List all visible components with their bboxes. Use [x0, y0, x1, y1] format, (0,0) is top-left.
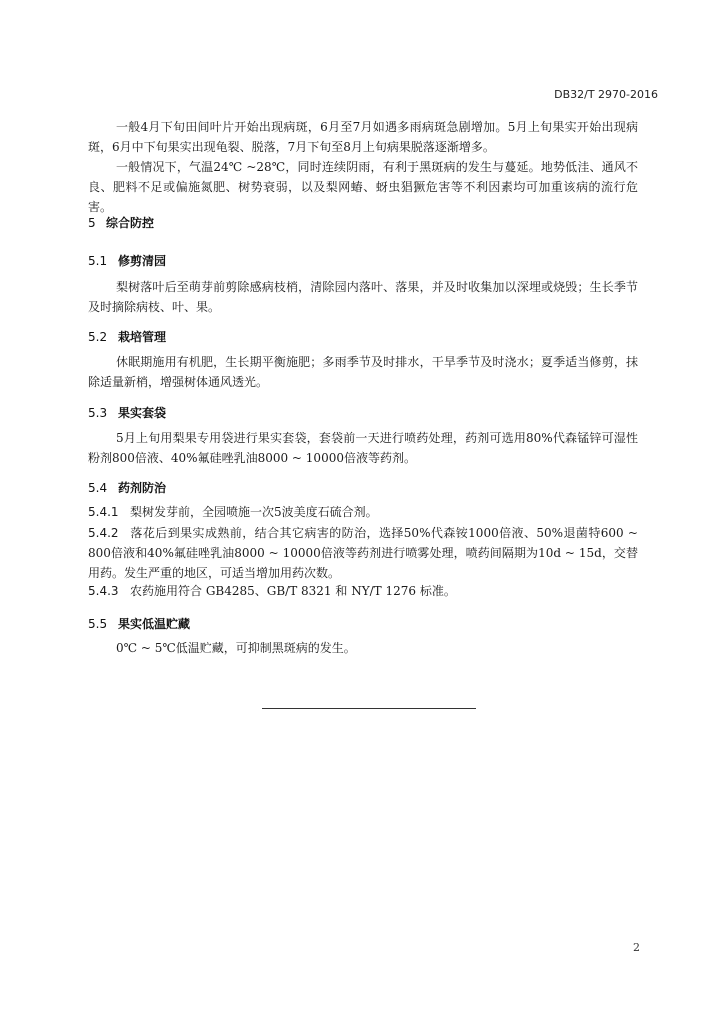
section-number: 5.2 — [88, 330, 108, 344]
section-title: 综合防控 — [106, 216, 155, 230]
section-5-heading — [88, 214, 154, 231]
section-title: 果实低温贮藏 — [118, 617, 191, 631]
section-number: 5.5 — [88, 617, 108, 631]
section-number: 5.1 — [88, 254, 108, 268]
section-5-4-heading — [88, 479, 166, 496]
section-5-1-text: 梨树落叶后至萌芽前剪除感病枝梢，清除园内落叶、落果，并及时收集加以深埋或烧毁；生长季节及时摘除病枝、叶、果。 — [88, 280, 638, 314]
section-5-5-text: 0℃ ~ 5℃低温贮藏，可抑制黑斑病的发生。 — [116, 641, 356, 655]
end-rule — [262, 708, 476, 709]
item-number: 5.4.3 — [88, 584, 119, 598]
section-5-3-text: 5月上旬用梨果专用袋进行果实套袋，套袋前一天进行喷药处理，药剂可选用80%代森锰锌可湿性粉剂800倍液、40%氟硅唑乳油8000 ~ 10000倍液等药剂。 — [88, 431, 638, 465]
section-5-4-2 — [88, 523, 638, 583]
item-text: 农药施用符合 GB4285、GB/T 8321 和 NY/T 1276 标准。 — [130, 584, 456, 598]
section-5-2-heading — [88, 328, 166, 345]
item-number: 5.4.1 — [88, 505, 119, 519]
page-number: 2 — [633, 941, 640, 954]
section-5-3-heading — [88, 404, 166, 421]
section-5-2-text: 休眠期施用有机肥，生长期平衡施肥；多雨季节及时排水，干旱季节及时浇水；夏季适当修剪，抹除适量新梢，增强树体通风透光。 — [88, 355, 638, 389]
section-title: 果实套袋 — [118, 406, 167, 420]
section-5-1-heading — [88, 252, 166, 269]
item-text: 梨树发芽前，全园喷施一次5波美度石硫合剂。 — [130, 505, 378, 519]
document-number: DB32/T 2970-2016 — [554, 88, 658, 101]
section-title: 修剪清园 — [118, 254, 167, 268]
item-number: 5.4.2 — [88, 526, 119, 540]
section-title: 栽培管理 — [118, 330, 167, 344]
section-5-5-heading — [88, 615, 190, 632]
intro-paragraph-1: 一般4月下旬田间叶片开始出现病斑，6月至7月如遇多雨病斑急剧增加。5月上旬果实开始出现病斑，6月中下旬果实出现龟裂、脱落，7月下旬至8月上旬病果脱落逐渐增多。 — [88, 120, 638, 154]
section-number: 5.4 — [88, 481, 108, 495]
section-5-4-1 — [88, 502, 638, 522]
section-5-4-3 — [88, 581, 638, 601]
intro-paragraph-2: 一般情况下，气温24℃ ~28℃，同时连续阴雨，有利于黑斑病的发生与蔓延。地势低洼、通风不良、肥料不足或偏施氮肥、树势衰弱，以及梨网蝽、蚜虫猖獗危害等不利因素均可加重该病的流行危害。 — [88, 160, 638, 214]
section-number: 5 — [88, 216, 96, 230]
item-text: 落花后到果实成熟前，结合其它病害的防治，选择50%代森铵1000倍液、50%退菌特600 ~ 800倍液和40%氟硅唑乳油8000 ~ 10000倍液等药剂进行喷雾处理，喷药间隔期为10d ~ 15d，交替用药。发生严重的地区，可适当增加用药次数。 — [88, 526, 638, 580]
section-number: 5.3 — [88, 406, 108, 420]
section-title: 药剂防治 — [118, 481, 167, 495]
